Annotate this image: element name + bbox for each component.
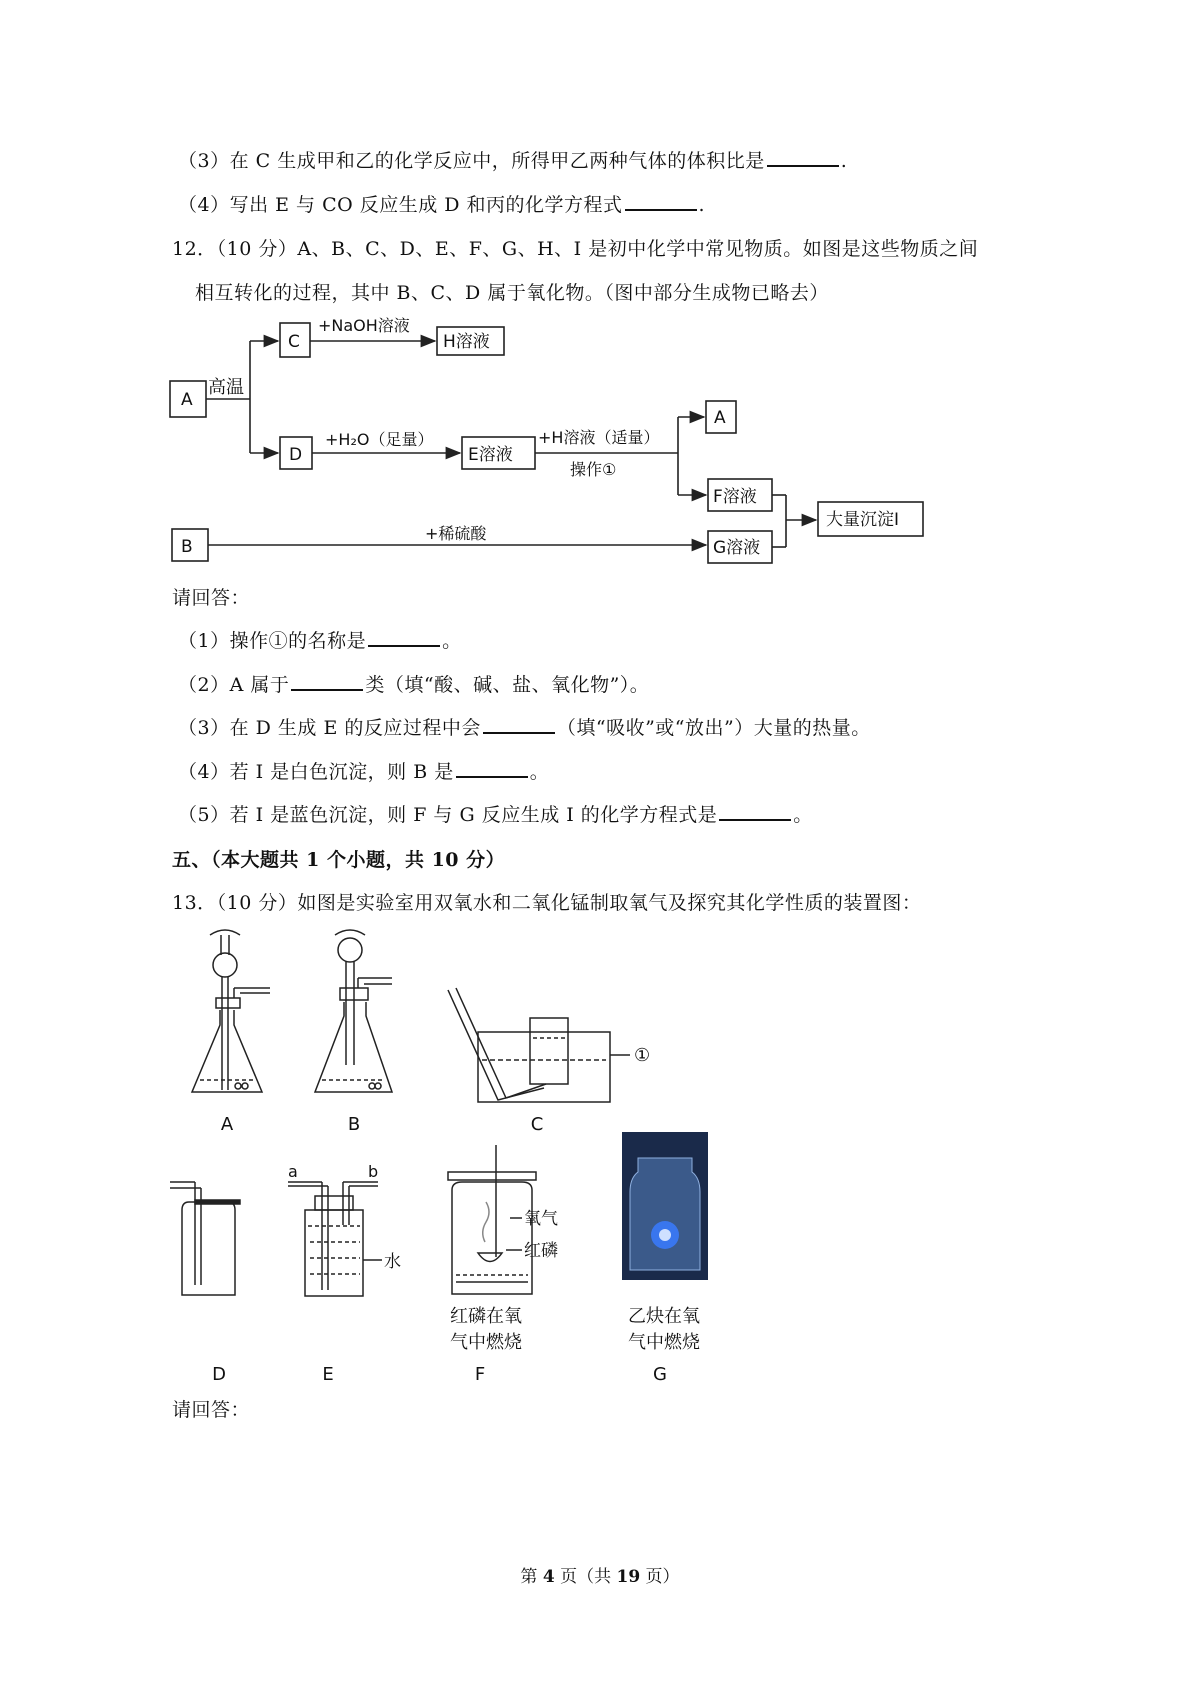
q12-stem-line1: 12．（10 分）A、B、C、D、E、F、G、H、I 是初中化学中常见物质。如图是这些物质之间	[172, 238, 979, 260]
label-red-phosphorus: 红磷	[524, 1241, 558, 1261]
label-gaowen: 高温	[208, 377, 244, 398]
label-port-b: b	[368, 1162, 379, 1181]
q11-sub3: （3）在 C 生成甲和乙的化学反应中，所得甲乙两种气体的体积比是 .	[178, 150, 848, 172]
answer-blank[interactable]	[483, 716, 555, 734]
label-d: D	[212, 1364, 226, 1385]
answer-blank[interactable]	[719, 803, 791, 821]
label-box-h: H溶液	[443, 332, 490, 352]
apparatus-d	[170, 1182, 240, 1295]
label-box-g: G溶液	[713, 538, 761, 558]
label-g: G	[653, 1364, 667, 1385]
label-box-i: 大量沉淀I	[826, 510, 900, 530]
q12-sub1: （1）操作①的名称是 。	[178, 630, 462, 652]
label-port-a: a	[288, 1162, 298, 1181]
apparatus-g-photo	[622, 1132, 708, 1280]
label-oxygen: 氧气	[524, 1209, 558, 1229]
label-e: E	[322, 1364, 334, 1385]
q12-sub3: （3）在 D 生成 E 的反应过程中会 （填“吸收”或“放出”）大量的热量。	[178, 717, 871, 739]
label-c: C	[530, 1114, 544, 1135]
q12-sub5: （5）若 I 是蓝色沉淀，则 F 与 G 反应生成 I 的化学方程式是 。	[178, 804, 813, 826]
label-a: A	[220, 1114, 234, 1135]
label-b: B	[347, 1114, 361, 1135]
label-box-e: E溶液	[468, 445, 513, 465]
apparatus-e	[288, 1182, 382, 1296]
label-box-a2: A	[714, 408, 726, 428]
label-box-a: A	[181, 390, 193, 410]
label-water: 水	[384, 1252, 401, 1272]
section-heading: 五、（本大题共 1 个小题，共 10 分）	[172, 849, 506, 871]
q12-sub4: （4）若 I 是白色沉淀，则 B 是 。	[178, 761, 550, 783]
answer-blank[interactable]	[456, 760, 528, 778]
answer-blank[interactable]	[368, 629, 440, 647]
label-box-d: D	[289, 445, 303, 465]
label-h-solution: +H溶液（适量）	[538, 428, 660, 447]
apparatus-f	[448, 1145, 536, 1294]
page-footer: 第 4 页（共 19 页）	[520, 1567, 680, 1587]
label-box-b: B	[181, 537, 193, 557]
answer-blank[interactable]	[625, 193, 697, 211]
q13-stem: 13．（10 分）如图是实验室用双氧水和二氧化锰制取氧气及探究其化学性质的装置图：	[172, 892, 922, 914]
label-operation: 操作①	[570, 460, 617, 479]
answer-blank[interactable]	[291, 673, 363, 691]
label-f: F	[474, 1364, 486, 1385]
apparatus-b	[315, 930, 392, 1092]
caption-g-line2: 气中燃烧	[628, 1332, 700, 1353]
q12-stem-line2: 相互转化的过程，其中 B、C、D 属于氧化物。（图中部分生成物已略去）	[195, 282, 829, 304]
caption-f-line1: 红磷在氧	[450, 1306, 522, 1327]
label-circle1: ①	[634, 1045, 651, 1066]
q12-ask: 请回答：	[172, 587, 251, 609]
label-acid: +稀硫酸	[425, 524, 487, 543]
caption-g-line1: 乙炔在氧	[628, 1306, 700, 1327]
label-h2o: +H₂O（足量）	[325, 430, 434, 449]
q13-apparatus-figure	[160, 920, 760, 1390]
label-naoh: +NaOH溶液	[318, 316, 410, 335]
apparatus-a	[192, 930, 270, 1092]
q12-flow-diagram	[160, 315, 960, 575]
q11-sub4: （4）写出 E 与 CO 反应生成 D 和丙的化学方程式 .	[178, 194, 706, 216]
apparatus-c	[448, 988, 630, 1102]
label-box-f: F溶液	[713, 487, 757, 507]
label-box-c: C	[288, 332, 300, 352]
caption-f-line2: 气中燃烧	[450, 1332, 522, 1353]
q13-ask: 请回答：	[172, 1399, 251, 1421]
answer-blank[interactable]	[767, 149, 839, 167]
q12-sub2: （2）A 属于 类（填“酸、碱、盐、氧化物”）。	[178, 674, 650, 696]
